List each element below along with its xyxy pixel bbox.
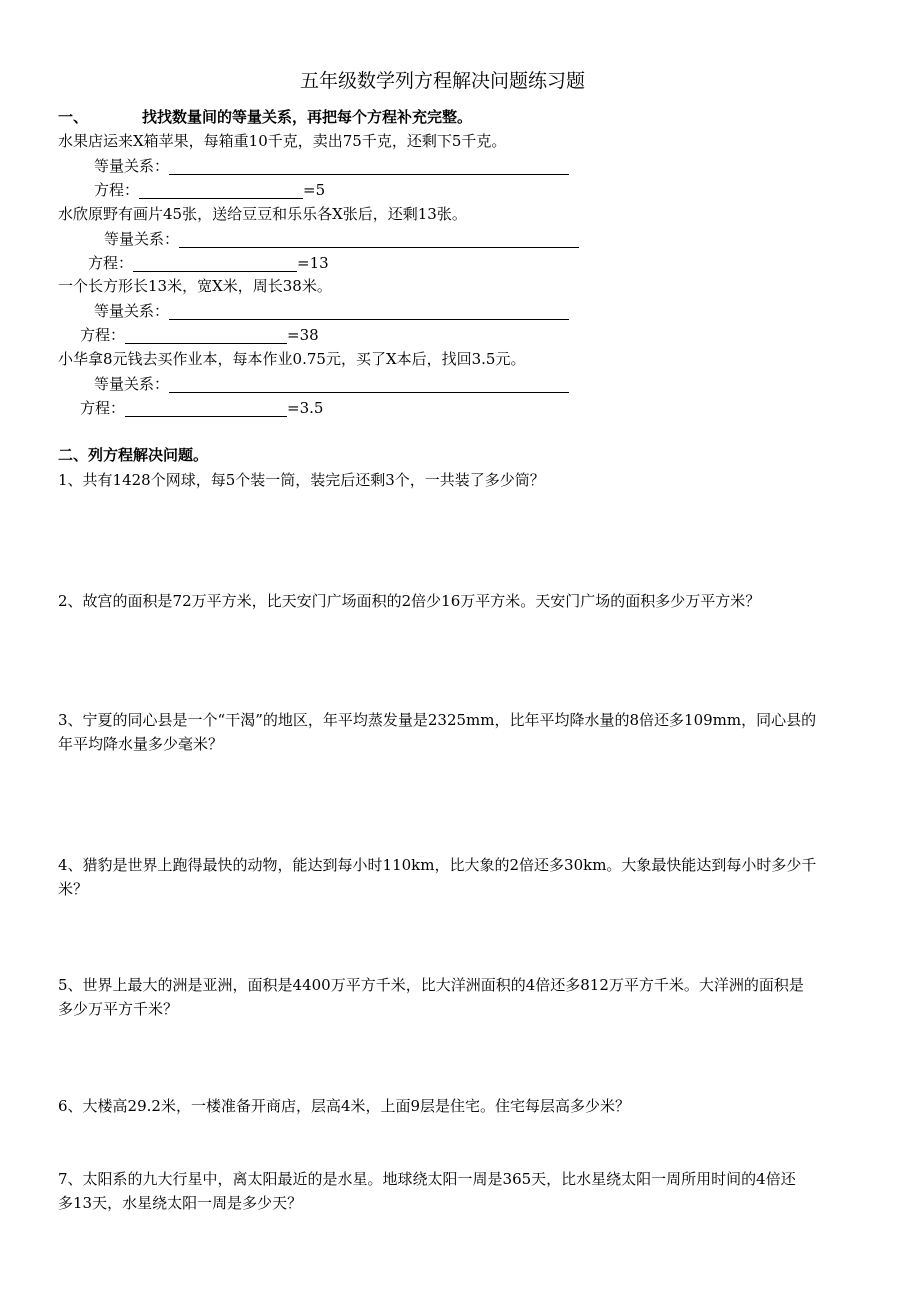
problem-1: 1、共有1428个网球，每5个装一筒，装完后还剩3个，一共装了多少筒？ <box>58 471 545 489</box>
section1-number: 一、 <box>58 108 89 126</box>
problem-5-line1: 5、世界上最大的洲是亚洲，面积是4400万平方千米，比大洋洲面积的4倍还多812万平方千米。大洋洲的面积是 <box>58 976 804 994</box>
equation-label: 方程： <box>80 326 126 344</box>
relation-label: 等量关系： <box>94 302 170 320</box>
problem-3-line2: 年平均降水量多少毫米？ <box>58 735 224 753</box>
relation-label: 等量关系： <box>94 375 170 393</box>
equation-rhs: =5 <box>303 181 326 199</box>
equation-label: 方程： <box>88 254 134 272</box>
s1-item2-relation <box>104 230 579 248</box>
s1-item4-equation <box>80 399 323 417</box>
s1-item4-text: 小华拿8元钱去买作业本，每本作业0.75元，买了X本后，找回3.5元。 <box>58 350 526 368</box>
problem-7-line1: 7、太阳系的九大行星中，离太阳最近的是水星。地球绕太阳一周是365天，比水星绕太阳一周所用时间的4倍还 <box>58 1170 796 1188</box>
problem-4-line2: 米？ <box>58 880 89 898</box>
equation-rhs: =3.5 <box>287 399 324 417</box>
s1-item1-text: 水果店运来X箱苹果，每箱重10千克，卖出75千克，还剩下5千克。 <box>58 132 507 150</box>
page-title: 五年级数学列方程解决问题练习题 <box>300 70 586 92</box>
problem-5-line2: 多少万平方千米？ <box>58 1000 179 1018</box>
relation-blank <box>169 377 569 393</box>
problem-7-line2: 多13天，水星绕太阳一周是多少天？ <box>58 1194 303 1212</box>
s1-item3-equation <box>80 326 319 344</box>
s1-item1-equation <box>94 181 325 199</box>
problem-4-line1: 4、猎豹是世界上跑得最快的动物，能达到每小时110km，比大象的2倍还多30km。大象最快能达到每小时多少千 <box>58 856 817 874</box>
relation-label: 等量关系： <box>94 157 170 175</box>
s1-item1-relation <box>94 157 569 175</box>
s1-item3-relation <box>94 302 569 320</box>
equation-blank <box>125 328 287 344</box>
s1-item4-relation <box>94 375 569 393</box>
s1-item2-text: 水欣原野有画片45张，送给豆豆和乐乐各X张后，还剩13张。 <box>58 205 467 223</box>
relation-blank <box>169 159 569 175</box>
relation-blank <box>169 304 569 320</box>
equation-rhs: =38 <box>287 326 319 344</box>
relation-label: 等量关系： <box>104 230 180 248</box>
equation-rhs: =13 <box>297 254 329 272</box>
equation-label: 方程： <box>94 181 140 199</box>
equation-blank <box>125 401 287 417</box>
section1-heading: 找找数量间的等量关系，再把每个方程补充完整。 <box>142 108 473 126</box>
equation-blank <box>133 256 297 272</box>
relation-blank <box>179 232 579 248</box>
equation-label: 方程： <box>80 399 126 417</box>
problem-2: 2、故宫的面积是72万平方米，比天安门广场面积的2倍少16万平方米。天安门广场的面积多少万平方米？ <box>58 592 761 610</box>
s1-item2-equation <box>88 254 329 272</box>
equation-blank <box>139 183 303 199</box>
problem-6: 6、大楼高29.2米，一楼准备开商店，层高4米，上面9层是住宅。住宅每层高多少米？ <box>58 1097 631 1115</box>
section2-heading: 二、列方程解决问题。 <box>58 446 209 464</box>
problem-3-line1: 3、宁夏的同心县是一个“干渴”的地区，年平均蒸发量是2325mm，比年平均降水量的8倍还多109mm，同心县的 <box>58 711 817 729</box>
s1-item3-text: 一个长方形长13米，宽X米，周长38米。 <box>58 277 332 295</box>
